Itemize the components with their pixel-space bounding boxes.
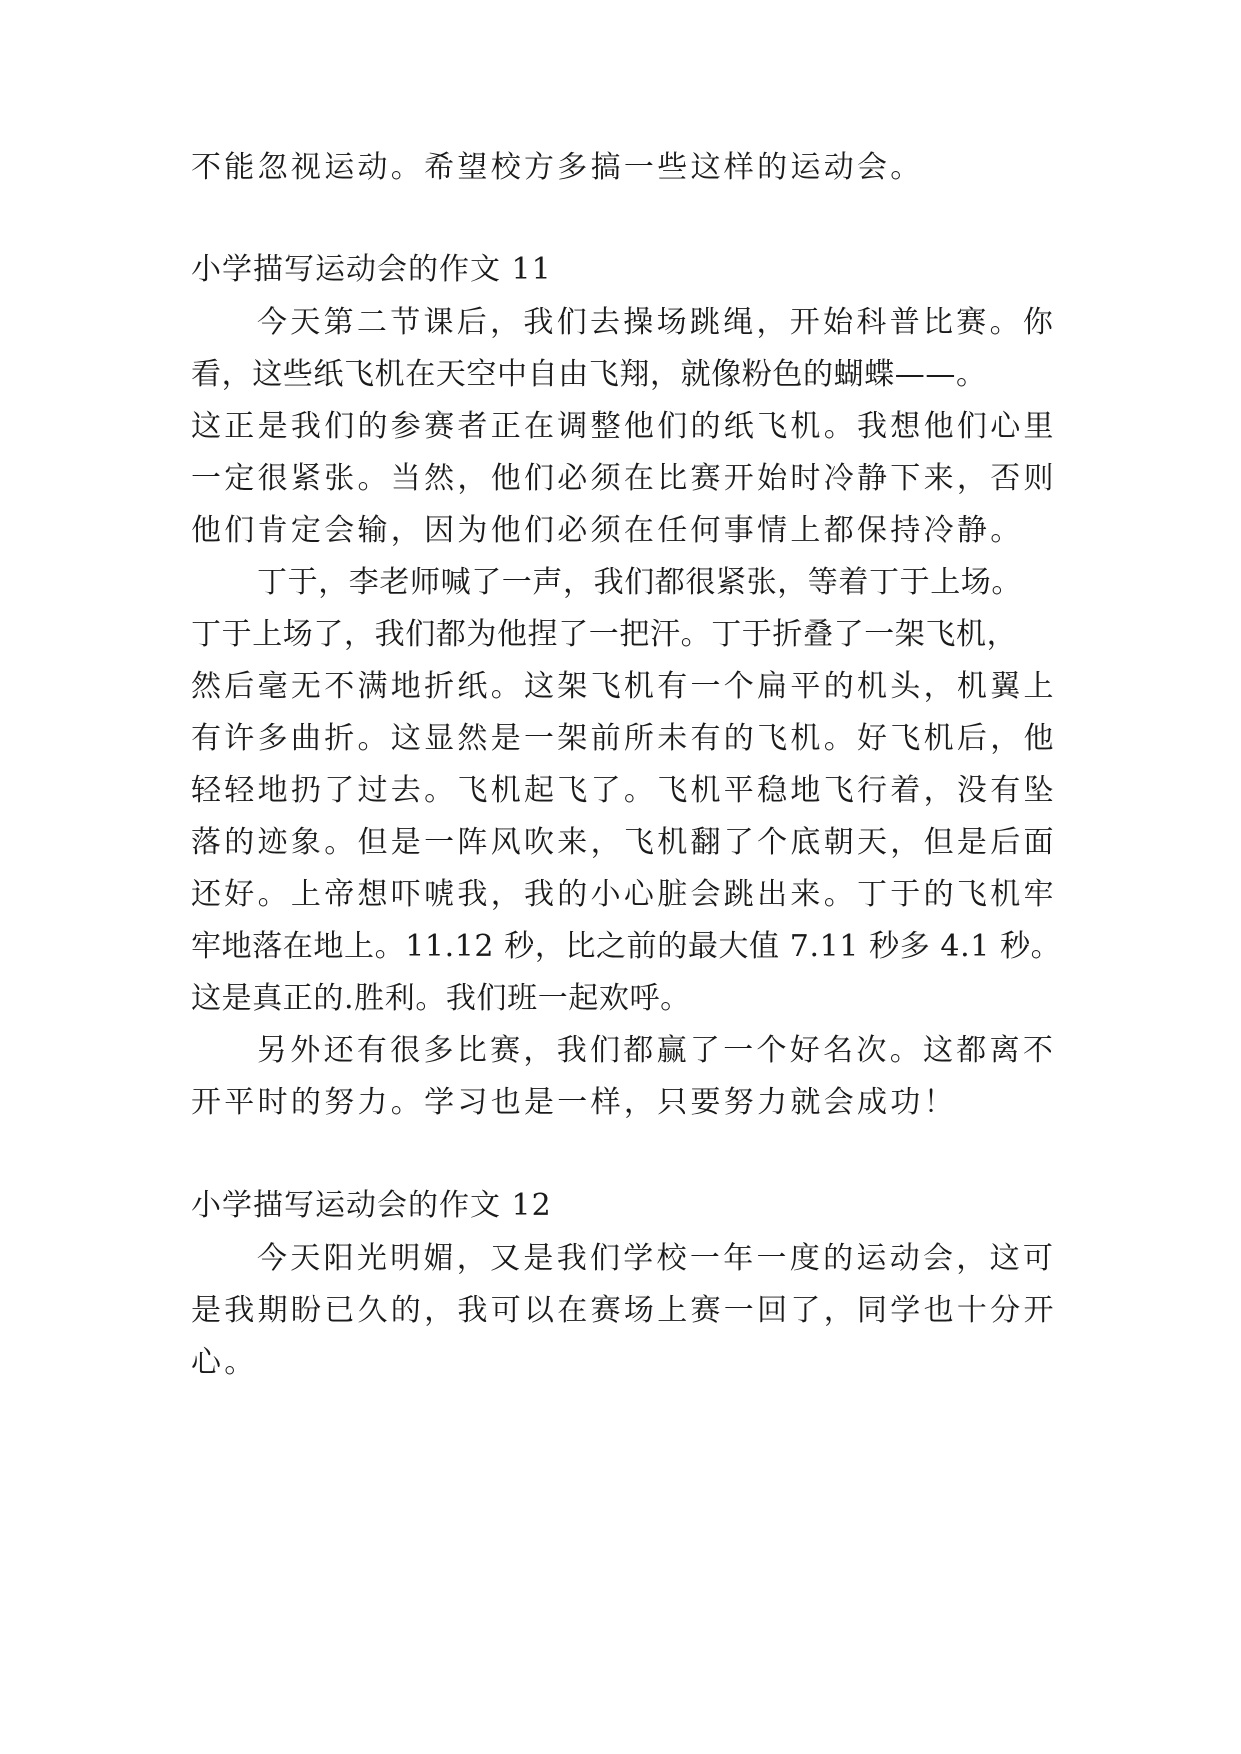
paragraph-line: 然后毫无不满地折纸。这架飞机有一个扁平的机头，机翼上 xyxy=(191,669,1057,704)
paragraph-line: 这是真正的.胜利。我们班一起欢呼。 xyxy=(191,981,691,1016)
paragraph-line: 心。 xyxy=(191,1345,258,1380)
paragraph-line: 丁于上场了，我们都为他捏了一把汗。丁于折叠了一架飞机， xyxy=(191,617,1018,652)
paragraph-line: 今天阳光明媚，又是我们学校一年一度的运动会，这可 xyxy=(257,1241,1057,1276)
section-heading-11: 小学描写运动会的作文 11 xyxy=(191,252,552,287)
paragraph-line: 牢地落在地上。11.12 秒，比之前的最大值 7.11 秒多 4.1 秒。 xyxy=(191,929,1062,964)
paragraph-line: 轻轻地扔了过去。飞机起飞了。飞机平稳地飞行着，没有坠 xyxy=(191,773,1057,808)
paragraph-line: 看，这些纸飞机在天空中自由飞翔，就像粉色的蝴蝶——。 xyxy=(191,357,987,392)
paragraph-line: 一定很紧张。当然，他们必须在比赛开始时冷静下来，否则 xyxy=(191,461,1057,496)
paragraph-line: 今天第二节课后，我们去操场跳绳，开始科普比赛。你 xyxy=(257,305,1057,340)
paragraph-line: 这正是我们的参赛者正在调整他们的纸飞机。我想他们心里 xyxy=(191,409,1057,444)
text-line: 不能忽视运动。希望校方多搞一些这样的运动会。 xyxy=(191,150,924,185)
paragraph-line: 是我期盼已久的，我可以在赛场上赛一回了，同学也十分开 xyxy=(191,1293,1057,1328)
paragraph-line: 另外还有很多比赛，我们都赢了一个好名次。这都离不 xyxy=(257,1033,1057,1068)
paragraph-line: 还好。上帝想吓唬我，我的小心脏会跳出来。丁于的飞机牢 xyxy=(191,877,1057,912)
paragraph-line: 开平时的努力。学习也是一样，只要努力就会成功！ xyxy=(191,1085,957,1120)
paragraph-line: 有许多曲折。这显然是一架前所未有的飞机。好飞机后，他 xyxy=(191,721,1057,756)
paragraph-line: 落的迹象。但是一阵风吹来，飞机翻了个底朝天，但是后面 xyxy=(191,825,1057,860)
paragraph-line: 他们肯定会输，因为他们必须在任何事情上都保持冷静。 xyxy=(191,513,1024,548)
paragraph-line: 丁于，李老师喊了一声，我们都很紧张，等着丁于上场。 xyxy=(257,565,1022,600)
section-heading-12: 小学描写运动会的作文 12 xyxy=(191,1188,552,1223)
